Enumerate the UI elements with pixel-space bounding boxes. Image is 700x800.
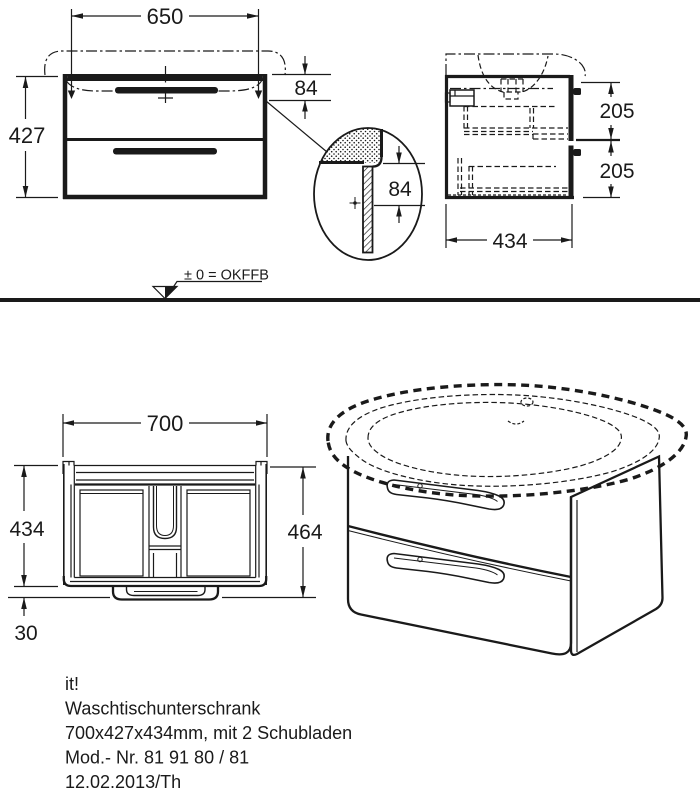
basin-bowl-3d <box>368 402 621 476</box>
ceramic-section <box>310 122 381 163</box>
back-rail-lines <box>74 466 256 481</box>
cabinet-side-panel-3d <box>571 457 663 655</box>
detail-circle-view <box>310 122 425 260</box>
arrowhead <box>608 187 614 198</box>
arrowhead <box>21 598 27 610</box>
basin-outline-side <box>446 54 585 76</box>
siphon-recess-inner <box>157 486 174 536</box>
cabinet-top-panel <box>63 74 267 81</box>
arrowhead <box>21 575 27 587</box>
fixing-point-dot <box>353 201 357 205</box>
plan-handle-outer <box>113 587 218 600</box>
dim-650-label: 650 <box>146 4 184 29</box>
right-compartment <box>187 490 250 576</box>
info-size: 700x427x434mm, mit 2 Schubladen <box>65 723 353 743</box>
drawer-divider-3d <box>348 526 571 577</box>
cabinet-outline-side <box>445 75 574 199</box>
cabinet-front-face-3d <box>348 456 571 654</box>
arrowhead <box>23 186 29 198</box>
upper-drawer-hidden <box>464 106 568 139</box>
side-view <box>445 54 635 253</box>
info-product: Waschtischunterschrank <box>65 698 261 719</box>
drawer-divider-3d-shadow <box>348 531 571 582</box>
arrowhead <box>21 466 27 478</box>
info-model: Mod.- Nr. 81 91 80 / 81 <box>65 747 250 768</box>
arrowhead <box>446 237 457 243</box>
lower-drawer-hidden <box>458 158 568 195</box>
basin-deck-3d <box>346 395 659 487</box>
fixing-point-marker-right <box>255 91 262 100</box>
dim-427-label: 427 <box>8 123 46 148</box>
datum-label: ± 0 = OKFFB <box>184 267 269 284</box>
ground-datum <box>0 268 700 301</box>
left-compartment <box>80 490 143 576</box>
lower-drawer-handle-3d <box>387 554 504 584</box>
arrowhead <box>256 420 267 426</box>
upper-drawer-handle-front <box>115 87 218 94</box>
dim-700-label: 700 <box>146 411 184 436</box>
dim-434-plan-label: 434 <box>9 518 45 541</box>
lower-handle-side-profile <box>574 149 582 156</box>
dim-205-upper-label: 205 <box>599 100 635 123</box>
dim-434-side-label: 434 <box>492 230 528 253</box>
detail-leader-line <box>266 101 327 152</box>
arrowhead <box>608 83 614 95</box>
perspective-view <box>328 385 686 655</box>
arrowhead <box>302 101 308 112</box>
dim-464-label: 464 <box>287 521 323 544</box>
drain-mark <box>508 421 524 424</box>
detail-dim-84-label: 84 <box>388 178 412 201</box>
arrowhead <box>561 237 572 243</box>
front-inner-lines <box>70 578 260 582</box>
arrowhead <box>63 420 74 426</box>
side-walls-inner <box>71 466 259 578</box>
arrowhead <box>302 64 308 75</box>
arrowhead <box>72 13 84 19</box>
channel-cross-lines <box>149 546 181 578</box>
basin-bowl-profile <box>478 55 548 92</box>
side-panel-section <box>363 167 373 253</box>
arrowhead <box>396 206 402 217</box>
wall-bracket-detail <box>450 90 474 96</box>
arrowhead <box>300 586 306 598</box>
arrowhead <box>608 141 614 153</box>
upper-handle-side-profile <box>574 88 582 95</box>
fixing-point-marker-left <box>68 91 75 100</box>
plan-view <box>8 411 323 645</box>
lower-drawer-handle-front <box>113 148 217 155</box>
basin-rim-3d <box>328 385 686 497</box>
dim-205-lower-label: 205 <box>599 160 635 183</box>
arrowhead <box>23 77 29 89</box>
arrowhead <box>396 153 402 164</box>
wall-bracket <box>450 90 474 106</box>
info-block <box>65 674 352 792</box>
arrowhead <box>247 13 259 19</box>
info-date: 12.02.2013/Th <box>65 772 182 792</box>
centerline-tick <box>158 93 173 103</box>
arrowhead <box>300 467 306 479</box>
front-view <box>9 4 331 199</box>
dim-30-label: 30 <box>14 622 38 645</box>
info-brand: it! <box>65 674 80 694</box>
side-walls-outer <box>64 464 266 585</box>
arrowhead <box>608 128 614 139</box>
dim-84-label: 84 <box>294 77 318 100</box>
